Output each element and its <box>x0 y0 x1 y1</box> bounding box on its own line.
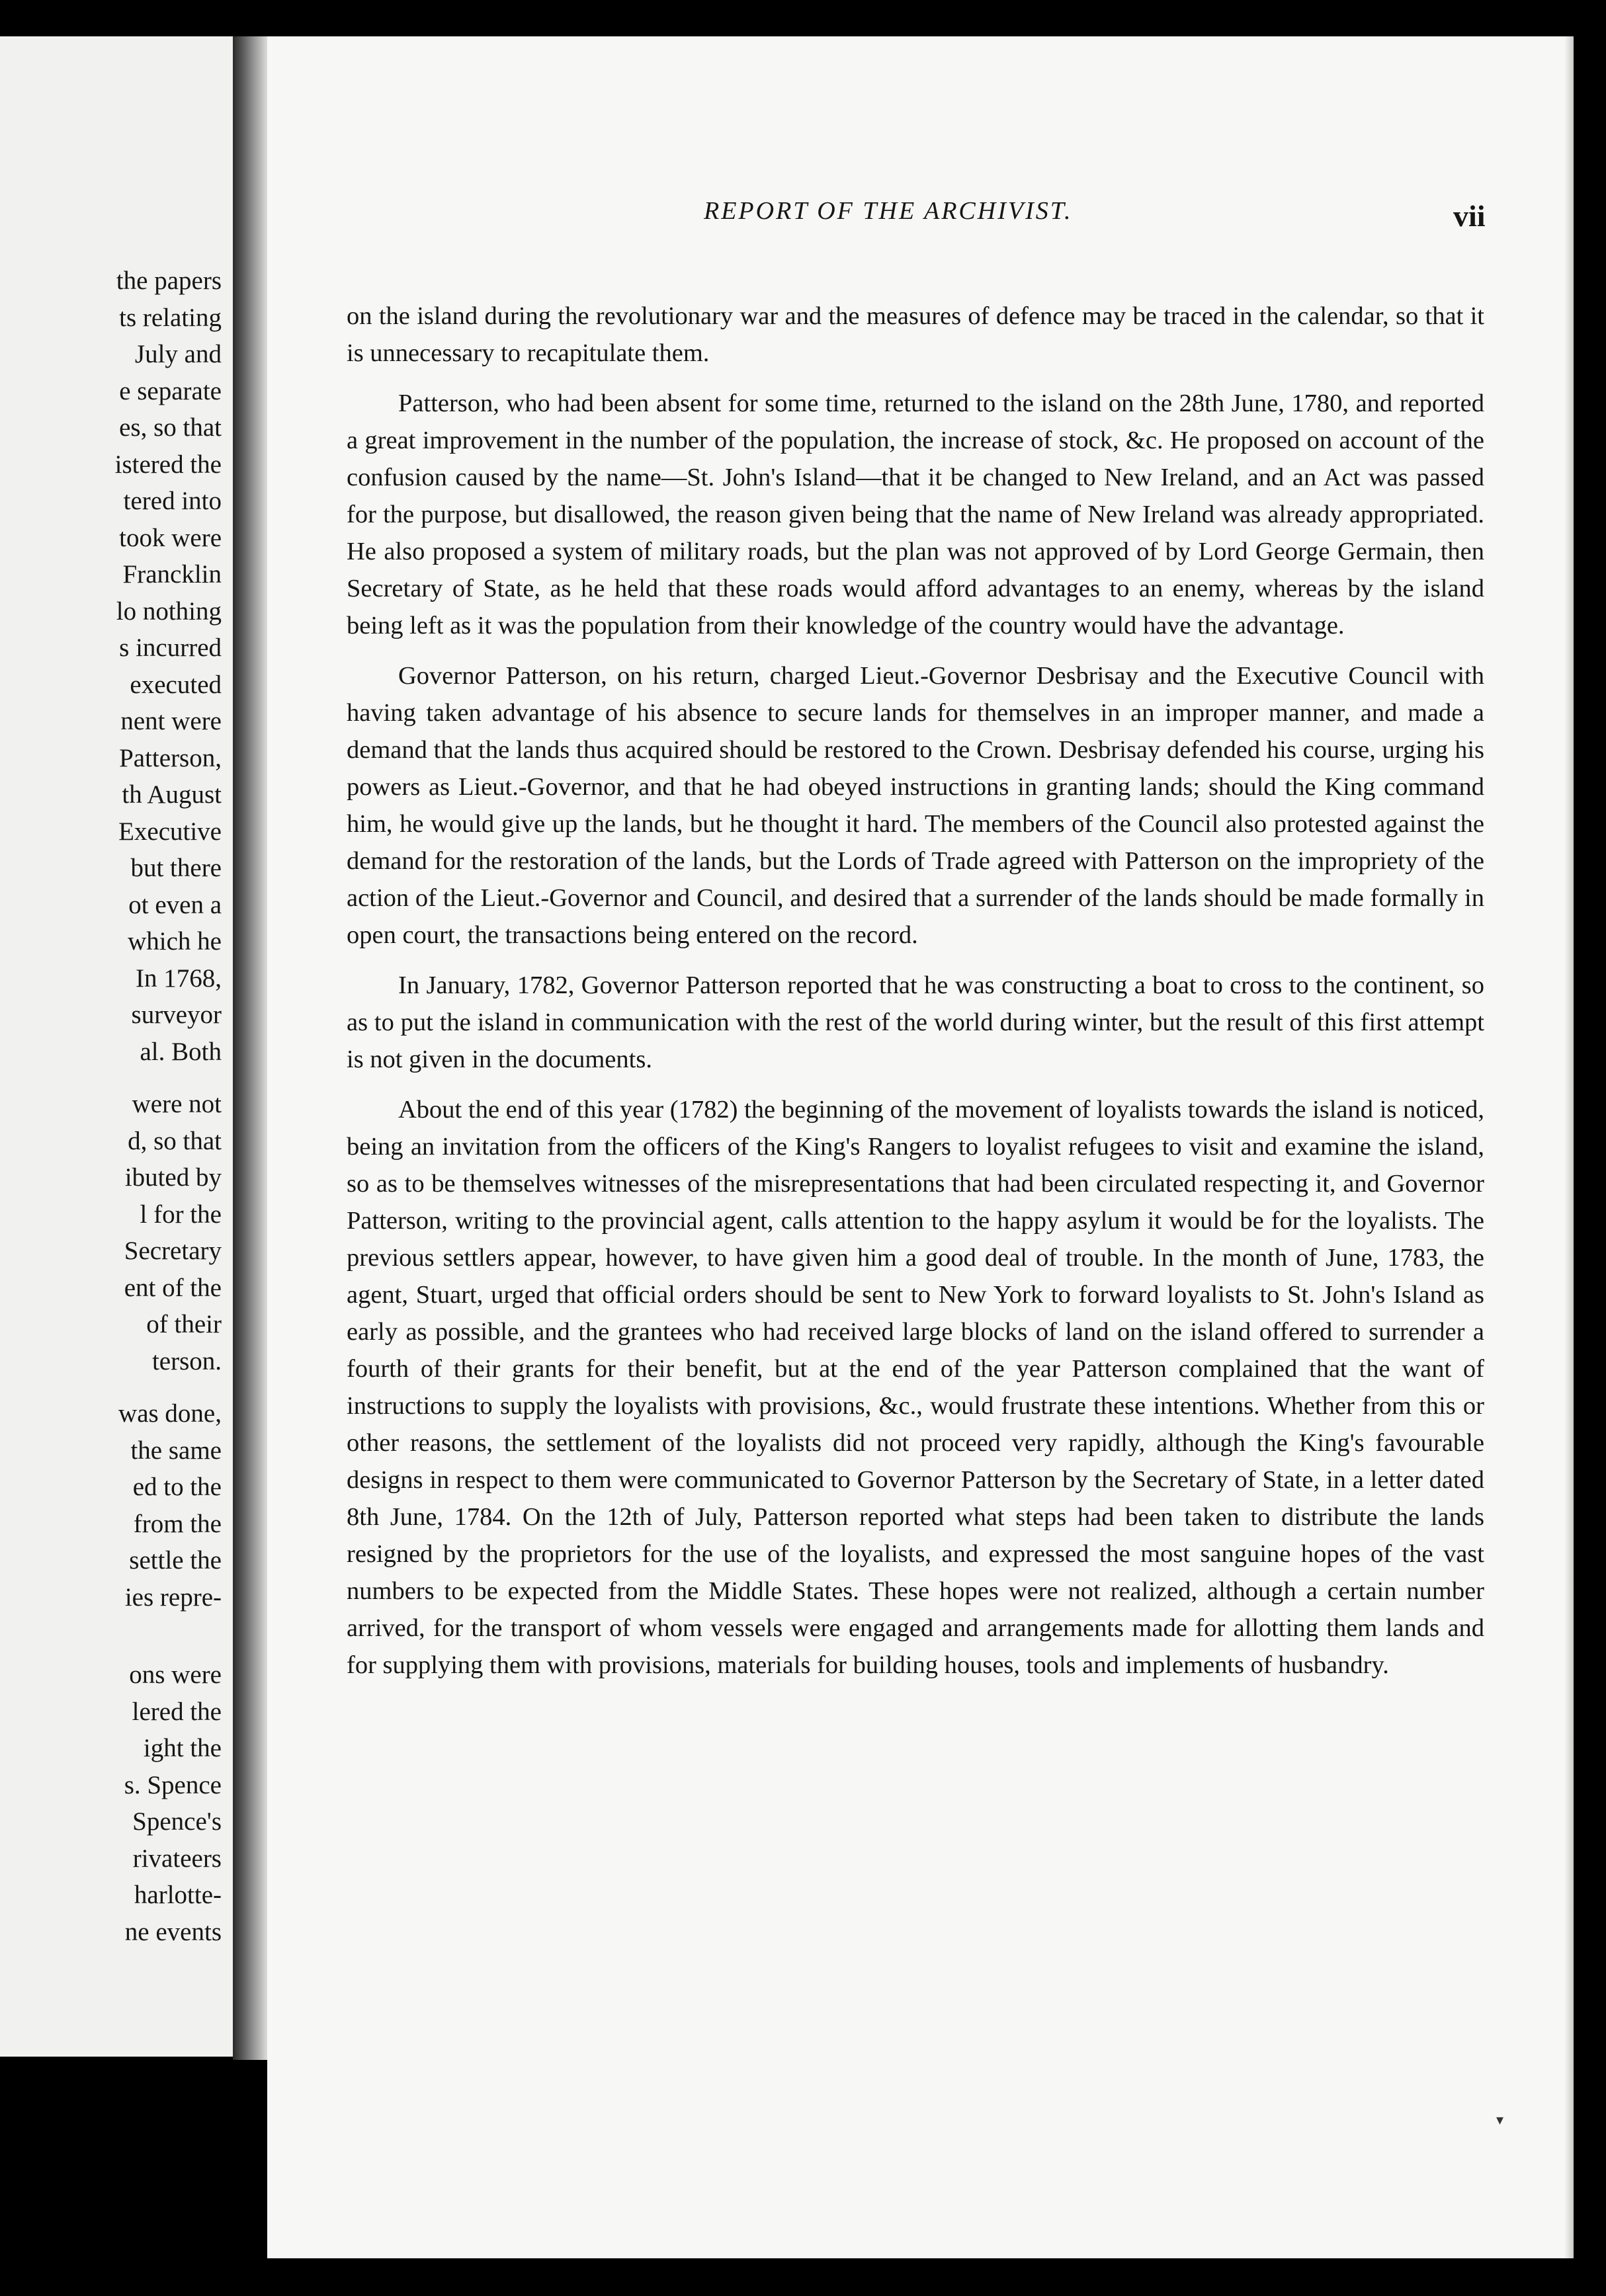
book-gutter <box>233 36 273 2060</box>
left-page-text <box>0 36 228 2057</box>
left-page-line: Spence's <box>132 1807 222 1836</box>
left-page-line: harlotte- <box>134 1881 222 1909</box>
left-page-line: l for the <box>140 1200 222 1229</box>
left-page-line: was done, <box>118 1399 222 1428</box>
left-page-line: but there <box>130 854 222 882</box>
left-page-line: executed <box>130 671 222 699</box>
left-page-line: ne events <box>124 1918 222 1946</box>
paragraph: About the end of this year (1782) the beginning of the movement of loyalists towards the island is noticed, being an invitation from the officers of the King's Rangers to loyalist refugees to visit and examine the island, so as to be themselves witnesses of the misrepresentations that had been circulated respecting it, and Governor Patterson, writing to the provincial agent, calls attention to the happy asylum it would be for the loyalists. The previous settlers appear, however, to have given him a good deal of trouble. In the month of June, 1783, the agent, Stuart, urged that official orders should be sent to New York to forward loyalists to St. John's Island as early as possible, and the grantees who had received large blocks of land on the island offered to surrender a fourth of their grants for their benefit, but at the end of the year Patterson complained that the want of instructions to supply the loyalists with provisions, &c., would frustrate these intentions. Whether from this or other reasons, the settlement of the loyalists did not proceed very rapidly, although the King's favourable designs in respect to them were communicated to Governor Patterson by the Secretary of State, in a letter dated 8th June, 1784. On the 12th of July, Patterson reported what steps had been taken to distribute the lands resigned by the proprietors for the use of the loyalists, and expressed the most sanguine hopes of the vast numbers to be expected from the Middle States. These hopes were not realized, although a certain number arrived, for the transport of whom vessels were engaged and arrangements made for allotting them lands and for supplying them with provisions, materials for building houses, tools and implements of husbandry. <box>347 1096 1484 1679</box>
left-page-line: ons were <box>129 1660 222 1689</box>
left-page-line: ight the <box>143 1734 222 1762</box>
left-page-line: of their <box>146 1310 222 1338</box>
left-page-line: e separate <box>119 377 222 405</box>
left-page-line: tered into <box>123 487 222 515</box>
left-page-line: ent of the <box>124 1274 222 1302</box>
left-page-line: were not <box>132 1090 222 1118</box>
right-page <box>267 36 1574 2258</box>
left-page-line: ibuted by <box>124 1163 222 1192</box>
left-page-line: ot even a <box>128 891 222 919</box>
left-page-line: In 1768, <box>136 964 222 993</box>
left-page-line: settle the <box>129 1546 222 1575</box>
left-page-line: took were <box>119 524 222 552</box>
left-page-line: lo nothing <box>116 597 222 626</box>
left-page-line: th August <box>122 780 222 809</box>
paragraph: Governor Patterson, on his return, charged Lieut.-Governor Desbrisay and the Executive Council with having taken advantage of his absence to secure lands for themselves in an improper manner, and made a demand that the lands thus acquired should be restored to the Crown. Desbrisay defended his course, urging his powers as Lieut.-Governor, and that he had obeyed instructions in granting lands; should the King command him, he would give up the lands, but he thought it hard. The members of the Council also protested against the demand for the restoration of the lands, but the Lords of Trade agreed with Patterson on the impropriety of the action of the Lieut.-Governor and Council, and desired that a surrender of the lands should be made formally in open court, the transactions being entered on the record. <box>347 662 1484 949</box>
left-page-line: es, so that <box>119 413 222 442</box>
left-page-line: s incurred <box>119 634 222 662</box>
left-page-line: Patterson, <box>119 744 222 772</box>
page-edge <box>1564 36 1574 2258</box>
left-page-line: surveyor <box>131 1001 222 1029</box>
left-page-line: nent were <box>120 707 222 735</box>
left-page-line: ed to the <box>132 1473 222 1501</box>
page-number: vii <box>1453 199 1486 233</box>
left-page-line: which he <box>128 927 222 956</box>
left-page-line: s. Spence <box>124 1771 222 1799</box>
stray-mark: ▾ <box>1496 2112 1504 2128</box>
left-page-line: July and <box>134 340 222 368</box>
left-page-line: al. Both <box>140 1038 222 1066</box>
paragraph: In January, 1782, Governor Patterson reported that he was constructing a boat to cross to the continent, so as to put the island in communication with the rest of the world during winter, but the result of this first attempt is not given in the documents. <box>347 971 1484 1073</box>
paragraph: on the island during the revolutionary war and the measures of defence may be traced in the calendar, so that it is unnecessary to recapitulate them. <box>347 302 1484 367</box>
left-page <box>0 36 246 2057</box>
left-page-line: from the <box>133 1510 222 1538</box>
paragraph: Patterson, who had been absent for some time, returned to the island on the 28th June, 1780, and reported a great improvement in the number of the population, the increase of stock, &c. He proposed on account of the confusion caused by the name—St. John's Island—that it be changed to New Ireland, and an Act was passed for the purpose, but disallowed, the reason given being that the name of New Ireland was already appropriated. He also proposed a system of military roads, but the plan was not approved of by Lord George Germain, then Secretary of State, as he held that these roads would afford advantages to an enemy, whereas by the island being left as it was the population from their knowledge of the country would have the advantage. <box>347 390 1484 639</box>
left-page-line: terson. <box>151 1347 222 1375</box>
running-head: REPORT OF THE ARCHIVIST. <box>704 197 1073 225</box>
left-page-line: Secretary <box>124 1237 222 1265</box>
left-page-line: istered the <box>114 450 222 479</box>
left-page-line: lered the <box>132 1698 222 1726</box>
left-page-line: Executive <box>118 817 222 846</box>
left-page-line: the same <box>130 1436 222 1465</box>
body-text <box>347 298 1484 1697</box>
left-page-line: ts relating <box>119 304 222 332</box>
left-page-line: rivateers <box>132 1844 222 1873</box>
left-page-line: Francklin <box>122 560 222 589</box>
left-page-line: ies repre- <box>124 1583 222 1612</box>
left-page-line: the papers <box>116 266 222 295</box>
left-page-line: d, so that <box>128 1127 222 1155</box>
